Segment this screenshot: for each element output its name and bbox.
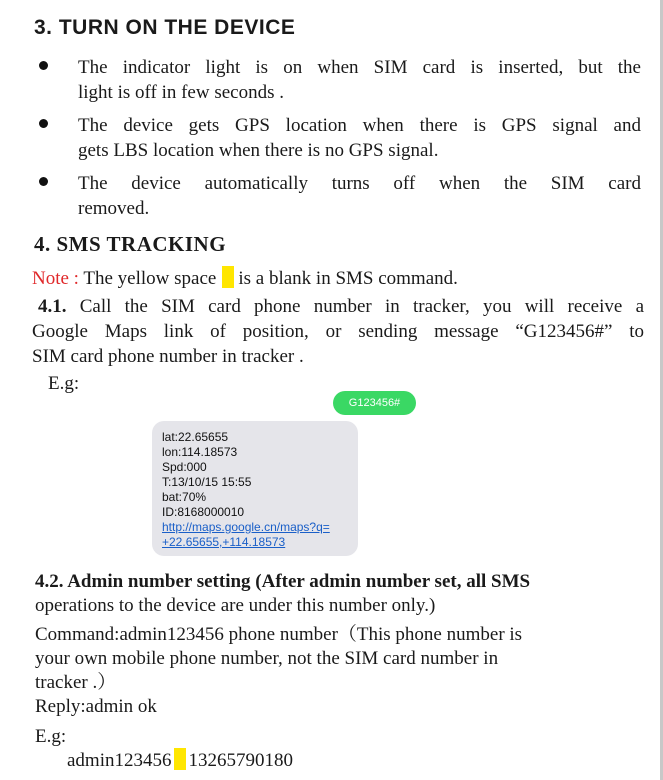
text-line — [32, 294, 644, 319]
paragraph-4-1 — [32, 294, 644, 369]
yellow-blank-marker — [222, 266, 234, 288]
paragraph-4-2-heading: 4.2. Admin number setting (After admin number set, all SMS — [35, 571, 531, 592]
paragraph-4-2 — [35, 570, 635, 618]
text-line: The device automatically turns off when the SIM card — [78, 173, 641, 194]
message-line: Spd:000 — [162, 460, 207, 474]
yellow-blank-marker — [174, 748, 186, 770]
bullet-icon — [39, 119, 48, 128]
text-line: The device gets GPS location when there is GPS signal and — [78, 115, 641, 136]
note-text-before: The yellow space — [83, 268, 217, 289]
bullet-icon — [39, 61, 48, 70]
note-label: Note : — [32, 268, 79, 289]
bullet-text — [78, 55, 641, 105]
message-line: bat:70% — [162, 490, 207, 504]
bullet-text — [78, 113, 641, 163]
map-link[interactable]: http://maps.google.cn/maps?q= — [162, 520, 330, 534]
message-line: T:13/10/15 15:55 — [162, 475, 252, 489]
command-block — [35, 623, 635, 719]
message-line: lat:22.65655 — [162, 430, 229, 444]
section-3-heading: 3. TURN ON THE DEVICE — [34, 16, 296, 39]
command-phone-number: 13265790180 — [188, 750, 293, 771]
text-line: The indicator light is on when SIM card is inserted, but the — [78, 57, 641, 78]
bullet-text — [78, 171, 641, 221]
paragraph-number: 4.1. — [38, 296, 67, 317]
map-link[interactable]: +22.65655,+114.18573 — [162, 535, 286, 549]
example-label: E.g: — [48, 373, 80, 394]
note-line — [32, 266, 458, 290]
example-label: E.g: — [35, 726, 67, 747]
text-line: SIM card phone number in tracker . — [32, 346, 304, 367]
note-text-after: is a blank in SMS command. — [238, 268, 458, 289]
text-line: your own mobile phone number, not the SIM card number in — [35, 648, 499, 669]
text-line: Command:admin123456 phone number（This phone number is — [35, 624, 523, 645]
paragraph-4-2-text: operations to the device are under this number only.) — [35, 595, 436, 616]
received-message-bubble — [152, 421, 358, 556]
text-line: removed. — [78, 198, 150, 219]
text-line: tracker .） — [35, 672, 117, 693]
message-line: lon:114.18573 — [162, 445, 238, 459]
admin-command-example — [67, 748, 293, 772]
command-prefix: admin123456 — [67, 750, 172, 771]
text-line: gets LBS location when there is no GPS signal. — [78, 140, 439, 161]
bullet-icon — [39, 177, 48, 186]
section-4-heading: 4. SMS TRACKING — [34, 232, 227, 256]
reply-line: Reply:admin ok — [35, 696, 157, 717]
text-line-content: Call the SIM card phone number in tracker, you will receive a — [79, 296, 645, 317]
text-line: Google Maps link of position, or sending message “G123456#” to — [32, 321, 644, 342]
text-line: light is off in few seconds . — [78, 82, 284, 103]
sent-message-bubble: G123456# — [333, 391, 416, 415]
message-line: ID:8168000010 — [162, 505, 245, 519]
